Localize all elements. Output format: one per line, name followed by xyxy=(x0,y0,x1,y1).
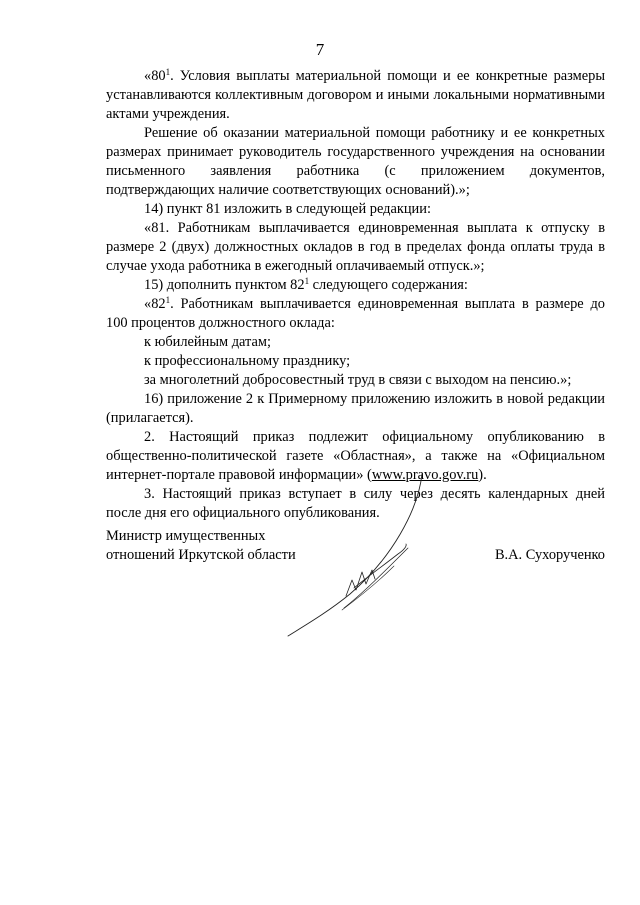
position-line-1: Министр имущественных xyxy=(106,528,266,544)
paragraph-80-1: «$80^1$. Условия выплаты материальной помощи и ее конкретные размеры устанавливаются коллективным договором и иными локальными нормативными актами учреждения. xyxy=(106,67,605,122)
pravo-gov-link[interactable]: www.pravo.gov.ru xyxy=(371,467,479,483)
list-item-anniversary: к юбилейным датам; xyxy=(144,334,271,350)
signatory-name: В.А. Сухорученко xyxy=(494,547,605,563)
paragraph-82-1: «$82^1$. Работникам выплачивается единовременная выплата в размере до 100 процентов должностного оклада: xyxy=(106,295,605,331)
superscript: 1 xyxy=(165,295,171,305)
paragraph-item-16: 16) приложение 2 к Примерному приложению изложить в новой редакции (прилагается). xyxy=(106,391,605,426)
page-number: 7 xyxy=(315,40,325,59)
signatory-position xyxy=(106,527,296,565)
paragraph-effective-date: 3. Настоящий приказ вступает в силу через десять календарных дней после дня его официального опубликования. xyxy=(106,486,605,521)
paragraph-publication: 2. Настоящий приказ подлежит официальному опубликованию в общественно-политической газете «Областная», а также на «Официальном интернет-портале правовой информации» (www.pravo.gov.ru). xyxy=(106,429,605,483)
paragraph-81: «81. Работникам выплачивается единовременная выплата к отпуску в размере 2 (двух) должностных окладов в год в пределах фонда оплаты труда в случае ухода работника в ежегодный оплачиваемый отпуск.»; xyxy=(106,220,605,274)
superscript: 1 xyxy=(165,67,171,77)
paragraph-decision: Решение об оказании материальной помощи работнику и ее конкретных размерах принимает руководитель государственного учреждения на основании письменного заявления работника (с приложением документов, подтверждающих наличие соответствующих оснований).»; xyxy=(106,125,605,198)
list-item-professional-holiday: к профессиональному празднику; xyxy=(144,353,351,369)
list-item-retirement: за многолетний добросовестный труд в связи с выходом на пенсию.»; xyxy=(144,372,572,388)
superscript: 1 xyxy=(304,276,310,286)
handwritten-signature xyxy=(280,470,440,645)
document-body xyxy=(106,67,605,523)
position-line-2: отношений Иркутской области xyxy=(106,547,296,563)
paragraph-item-14: 14) пункт 81 изложить в следующей редакции: xyxy=(144,201,431,217)
paragraph-item-15: 15) дополнить пунктом $82^1$ следующего содержания: xyxy=(144,276,468,293)
